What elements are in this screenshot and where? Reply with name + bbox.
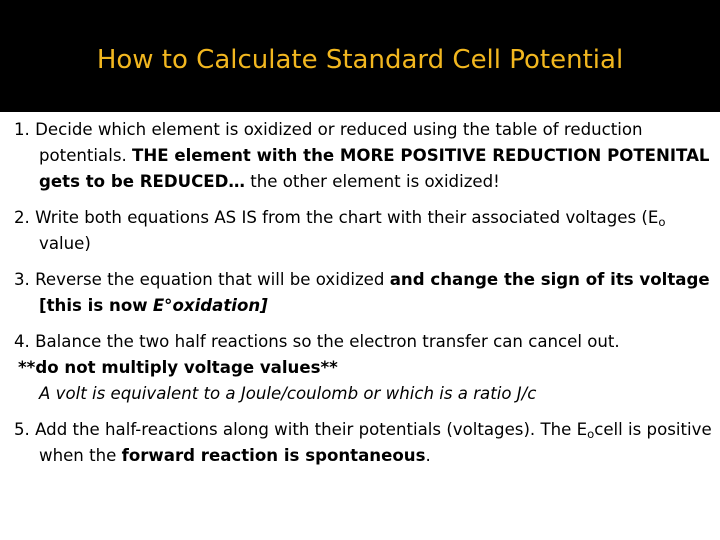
step-3-number: 3. <box>14 270 30 289</box>
step-2 <box>14 205 714 257</box>
step-1-text-end: the other element is oxidized! <box>250 172 500 191</box>
title-bar <box>0 0 720 112</box>
step-2-text: Write both equations AS IS from the chart with their associated voltages (E <box>35 208 659 227</box>
step-2-number: 2. <box>14 208 30 227</box>
step-4-line-3 <box>14 381 714 407</box>
step-2-subscript: o <box>658 214 666 229</box>
step-3 <box>14 267 714 319</box>
step-4-text: Balance the two half reactions so the electron transfer can cancel out. <box>35 332 620 351</box>
step-4 <box>14 329 714 407</box>
step-5-number: 5. <box>14 420 30 439</box>
step-5-text: Add the half-reactions along with their potentials (voltages). The E <box>35 420 588 439</box>
step-1-number: 1. <box>14 120 30 139</box>
step-5 <box>14 417 714 469</box>
step-1-text: Decide which element is oxidized or reduced using the table of reduction potentials. <box>35 120 643 165</box>
step-4-italic-note: A volt is equivalent to a Joule/coulomb or which is a ratio J/c <box>39 384 537 403</box>
step-1 <box>14 117 714 195</box>
step-5-subscript: o <box>587 426 595 441</box>
step-3-text: Reverse the equation that will be oxidized <box>35 270 385 289</box>
step-4-number: 4. <box>14 332 30 351</box>
step-3-eoxidation: E°oxidation] <box>152 296 268 315</box>
step-4-note: **do not multiply voltage values** <box>18 358 338 377</box>
step-5-emphasis: forward reaction is spontaneous <box>121 446 426 465</box>
step-5-text-mid: cell is positive when the <box>39 420 712 465</box>
slide-title: How to Calculate Standard Cell Potential <box>96 45 624 75</box>
steps-list <box>14 117 714 479</box>
step-5-period: . <box>425 446 431 465</box>
step-2-text-end: value) <box>39 234 91 253</box>
step-4-line-1 <box>14 329 714 355</box>
step-4-line-2 <box>14 355 714 381</box>
step-3-emphasis: and change the sign of its voltage [this is now <box>39 270 710 315</box>
step-1-emphasis: THE element with the MORE POSITIVE REDUCTION POTENITAL gets to be REDUCED… <box>39 146 710 191</box>
